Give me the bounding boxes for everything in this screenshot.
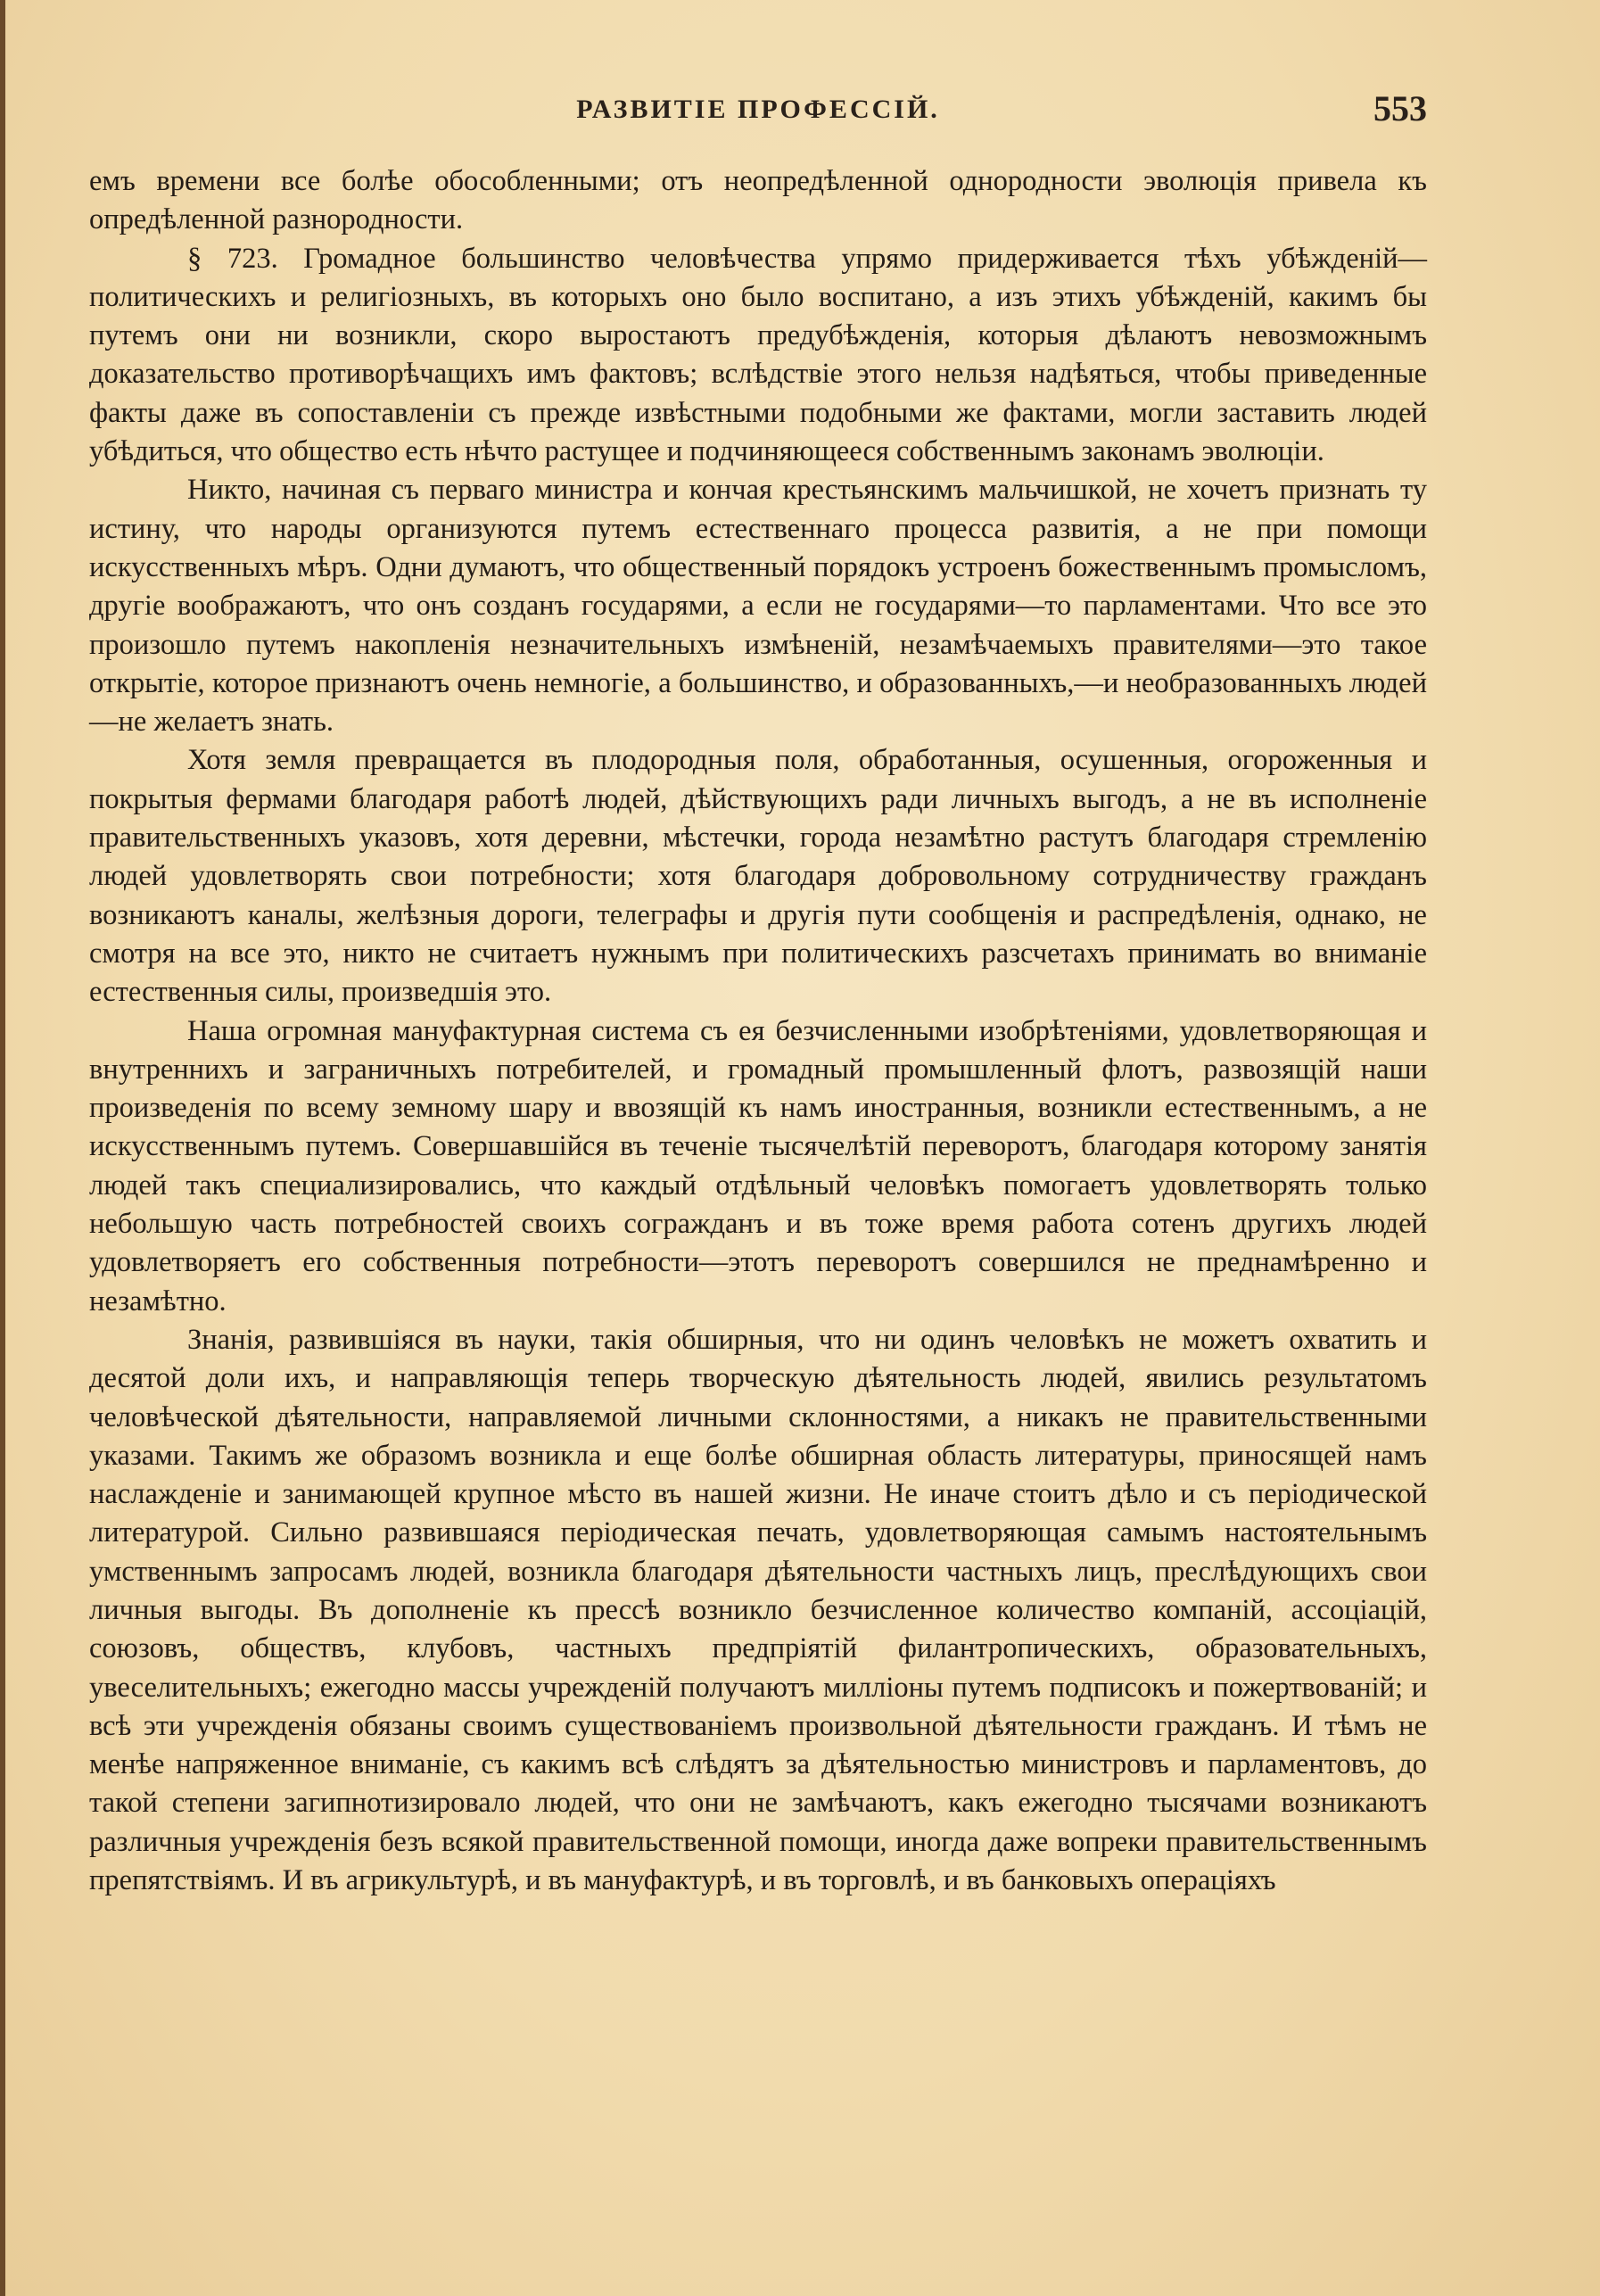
paragraph: Хотя земля превращается въ плодородныя поля, обработанныя, осушенныя, огороженныя и покрытыя фермами благодаря работѣ людей, дѣйствующихъ ради личныхъ выгодъ, а не въ исполненіе правительственныхъ указовъ, хотя деревни, мѣстечки, города незамѣтно растутъ благодаря стремленію людей удовлетворять свои потребности; хотя благодаря добровольному сотрудничеству гражданъ возникаютъ каналы, желѣзныя дороги, телеграфы и другія пути сообщенія и распредѣленія, однако, не смотря на все это, никто не считаетъ нужнымъ при политическихъ разсчетахъ принимать во вниманіе естественныя силы, произведшія это. xyxy=(89,744,1427,1009)
paragraph: Знанія, развившіяся въ науки, такія обширныя, что ни одинъ человѣкъ не можетъ охватить и десятой доли ихъ, и направляющія теперь творческую дѣятельность людей, явились результатомъ человѣческой дѣятельности, направляемой личными склонностями, а никакъ не правительственными указами. Такимъ же образомъ возникла и еще болѣе обширная область литературы, приносящей намъ наслажденіе и занимающей крупное мѣсто въ нашей жизни. Не иначе стоитъ дѣло и съ періодической литературой. Сильно развившаяся періодическая печать, удовлетворяющая самымъ настоятельнымъ умственнымъ запросамъ людей, возникла благодаря дѣятельности частныхъ лицъ, преслѣдующихъ свои личныя выгоды. Въ дополненіе къ прессѣ возникло безчисленное количество компаній, ассоціацій, союзовъ, обществъ, клубовъ, частныхъ предпріятій филантропическихъ, образовательныхъ, увеселительныхъ; ежегодно массы учрежденій получаютъ милліоны путемъ подписокъ и пожертвованій; и всѣ эти учрежденія обязаны своимъ существованіемъ произвольной дѣятельности гражданъ. И тѣмъ не менѣе напряженное вниманіе, съ какимъ всѣ слѣдятъ за дѣятельностью министровъ и парламентовъ, до такой степени загипнотизировало людей, что они не замѣчаютъ, какъ ежегодно тысячами возникаютъ различныя учрежденія безъ всякой правительственной помощи, иногда даже вопреки правительственнымъ препятствіямъ. И въ агрикультурѣ, и въ мануфактурѣ, и въ торговлѣ, и въ банковыхъ операціяхъ xyxy=(89,1323,1427,1897)
paragraph: Никто, начиная съ перваго министра и кончая крестьянскимъ мальчишкой, не хочетъ признать ту истину, что народы организуются путемъ естественнаго процесса развитія, а не при помощи искусственныхъ мѣръ. Одни думаютъ, что общественный порядокъ устроенъ божественнымъ промысломъ, другіе воображаютъ, что онъ созданъ государями, а если не государями—то парламентами. Что все это произошло путемъ накопленія незначительныхъ измѣненій, незамѣчаемыхъ правителями—это такое открытіе, которое признаютъ очень немногіе, а большинство, и образованныхъ,—и необразованныхъ людей—не желаетъ знать. xyxy=(89,474,1427,739)
page-header xyxy=(89,87,1427,132)
paragraph: Наша огромная мануфактурная система съ ея безчисленными изобрѣтеніями, удовлетворяющая и внутреннихъ и заграничныхъ потребителей, и громадный промышленный флотъ, развозящій наши произведенія по всему земному шару и ввозящій къ намъ иностранныя, возникли естественнымъ, а не искусственнымъ путемъ. Совершавшійся въ теченіе тысячелѣтій переворотъ, благодаря которому занятія людей такъ специализировались, что каждый отдѣльный человѣкъ помогаетъ удовлетворять только небольшую часть потребностей своихъ согражданъ и въ тоже время работа сотенъ другихъ людей удовлетворяетъ его собственныя потребности—этотъ переворотъ совершился не преднамѣренно и незамѣтно. xyxy=(89,1014,1427,1317)
paragraph-section-723: § 723. Громадное большинство человѣчества упрямо придерживается тѣхъ убѣжденій—политическихъ и религіозныхъ, въ которыхъ оно было воспитано, а изъ этихъ убѣжденій, какимъ бы путемъ они ни возникли, скоро выростаютъ предубѣжденія, которыя дѣлаютъ невозможнымъ доказательство противорѣчащихъ имъ фактовъ; вслѣдствіе этого нельзя надѣяться, чтобы приведенные факты даже въ сопоставленіи съ прежде извѣстными подобными же фактами, могли заставить людей убѣдиться, что общество есть нѣчто растущее и подчиняющееся собственнымъ законамъ эволюціи. xyxy=(89,242,1427,468)
paragraph-continuation: емъ времени все болѣе обособленными; отъ неопредѣленной однородности эволюція привела къ опредѣленной разнородности. xyxy=(89,165,1427,236)
body-text xyxy=(89,162,1427,1900)
page-binding-edge xyxy=(0,0,5,2296)
page-number: 553 xyxy=(1373,88,1427,128)
running-title: РАЗВИТІЕ ПРОФЕССІЙ. xyxy=(576,95,940,124)
